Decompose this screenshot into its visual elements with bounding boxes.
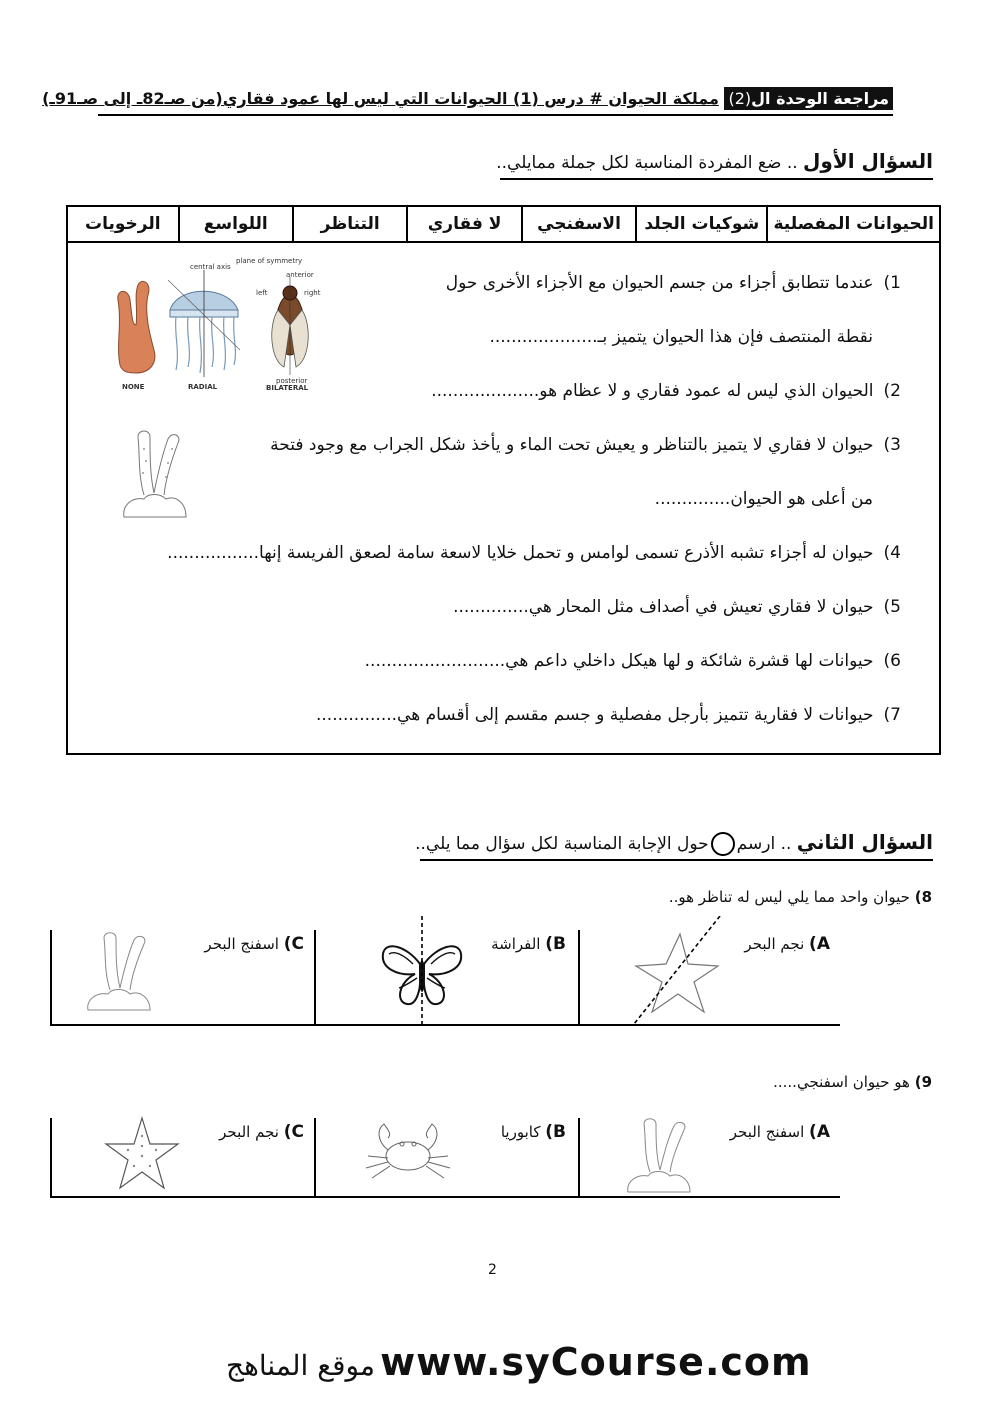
insect-bilateral-icon: [272, 277, 309, 375]
figure-label: RADIAL: [188, 383, 218, 391]
word-bank-cell: شوكيات الجلد: [635, 207, 766, 241]
starfish-icon: [94, 1114, 190, 1194]
question-8-stem: 8) حيوان واحد مما يلي ليس له تناظر هو..: [668, 888, 932, 906]
sponge-icon: [82, 928, 162, 1014]
sentence-4: 4)حيوان له أجزاء تشبه الأذرع تسمى لوامس و تحمل خلايا لاسعة سامة لصعق الفريسة إنها.................: [167, 543, 901, 563]
q8-option-c[interactable]: C) اسفنج البحر: [204, 934, 304, 954]
figure-label: right: [304, 289, 321, 297]
figure-label: NONE: [122, 383, 145, 391]
sentence-1-cont: نقطة المنتصف فإن هذا الحيوان يتميز بـ....................: [489, 327, 873, 347]
figure-label: central axis: [190, 263, 231, 271]
sentences-box: [66, 243, 941, 755]
q9-option-b[interactable]: B) كابوريا: [500, 1122, 566, 1142]
q9-option-a[interactable]: A) اسفنج البحر: [729, 1122, 830, 1142]
figure-label: posterior: [276, 377, 308, 385]
watermark-arabic: موقع المناهج: [226, 1349, 375, 1382]
question-9-stem: 9) هو حيوان اسفنجي.....: [773, 1073, 932, 1091]
word-bank-cell: الرخويات: [85, 214, 161, 234]
q8-option-a[interactable]: A) نجم البحر: [744, 934, 830, 954]
site-watermark: [220, 1340, 812, 1400]
figure-label: anterior: [286, 271, 314, 279]
question-9-options: [50, 1118, 840, 1198]
sentence-6: 6)حيوانات لها قشرة شائكة و لها هيكل داخلي داعم هي..........................: [364, 651, 901, 671]
sentence-3-cont: من أعلى هو الحيوان..............: [654, 489, 873, 509]
circle-icon: [711, 832, 735, 856]
starfish-icon: [610, 916, 740, 1026]
word-bank-cell: الاسفنجي: [521, 207, 635, 241]
sentence-3: 3)حيوان لا فقاري لا يتميز بالتناظر و يعيش تحت الماء و يأخذ شكل الجراب مع وجود فتحة: [270, 435, 901, 455]
question-2-title: السؤال الثاني .. ارسمحول الإجابة المناسبة لكل سؤال مما يلي..: [420, 827, 933, 861]
crab-icon: [358, 1116, 458, 1186]
sponge-icon: [622, 1114, 702, 1196]
question-8-options: [50, 930, 840, 1026]
sentence-5: 5)حيوان لا فقاري تعيش في أصداف مثل المحار هي..............: [453, 597, 901, 617]
butterfly-icon: [377, 916, 467, 1026]
word-bank-cell: لا فقاري: [406, 207, 520, 241]
page-header: [42, 84, 893, 116]
word-bank-cell: التناظر: [292, 207, 406, 241]
figure-label: plane of symmetry: [236, 257, 303, 265]
question-2-label: السؤال الثاني: [796, 830, 933, 854]
sentence-2: 2)الحيوان الذي ليس له عمود فقاري و لا عظام هو....................: [431, 381, 901, 401]
question-1-title: [496, 146, 933, 180]
page-number: 2: [488, 1262, 497, 1278]
header-unit: مراجعة الوحدة ال(2): [724, 87, 893, 110]
figure-label: left: [256, 289, 268, 297]
jellyfish-radial-icon: [168, 270, 240, 377]
sponge-none-icon: [118, 281, 155, 373]
sentence-1: 1)عندما تتطابق أجزاء من جسم الحيوان مع الأجزاء الأخرى حول: [445, 273, 901, 293]
header-lesson: مملكة الحيوان # درس (1) الحيوانات التي ليس لها عمود فقاري(من صـ82ـ إلى صـ91ـ): [42, 89, 719, 108]
sponge-outline-icon: [116, 425, 196, 521]
watermark-url: www.syCourse.com: [380, 1340, 812, 1384]
word-bank: [66, 205, 941, 243]
figure-label: BILATERAL: [266, 384, 309, 392]
word-bank-cell: اللواسع: [178, 207, 292, 241]
symmetry-types-figure: [108, 255, 358, 395]
question-1-instruction: .. ضع المفردة المناسبة لكل جملة ممايلي..: [496, 153, 798, 173]
q9-option-c[interactable]: C) نجم البحر: [219, 1122, 304, 1142]
sentence-7: 7)حيوانات لا فقارية تتميز بأرجل مفصلية و جسم مقسم إلى أقسام هي...............: [315, 705, 901, 725]
question-1-label: السؤال الأول: [803, 149, 933, 173]
q8-option-b[interactable]: B) الفراشة: [491, 934, 566, 954]
word-bank-cell: الحيوانات المفصلية: [766, 207, 939, 241]
